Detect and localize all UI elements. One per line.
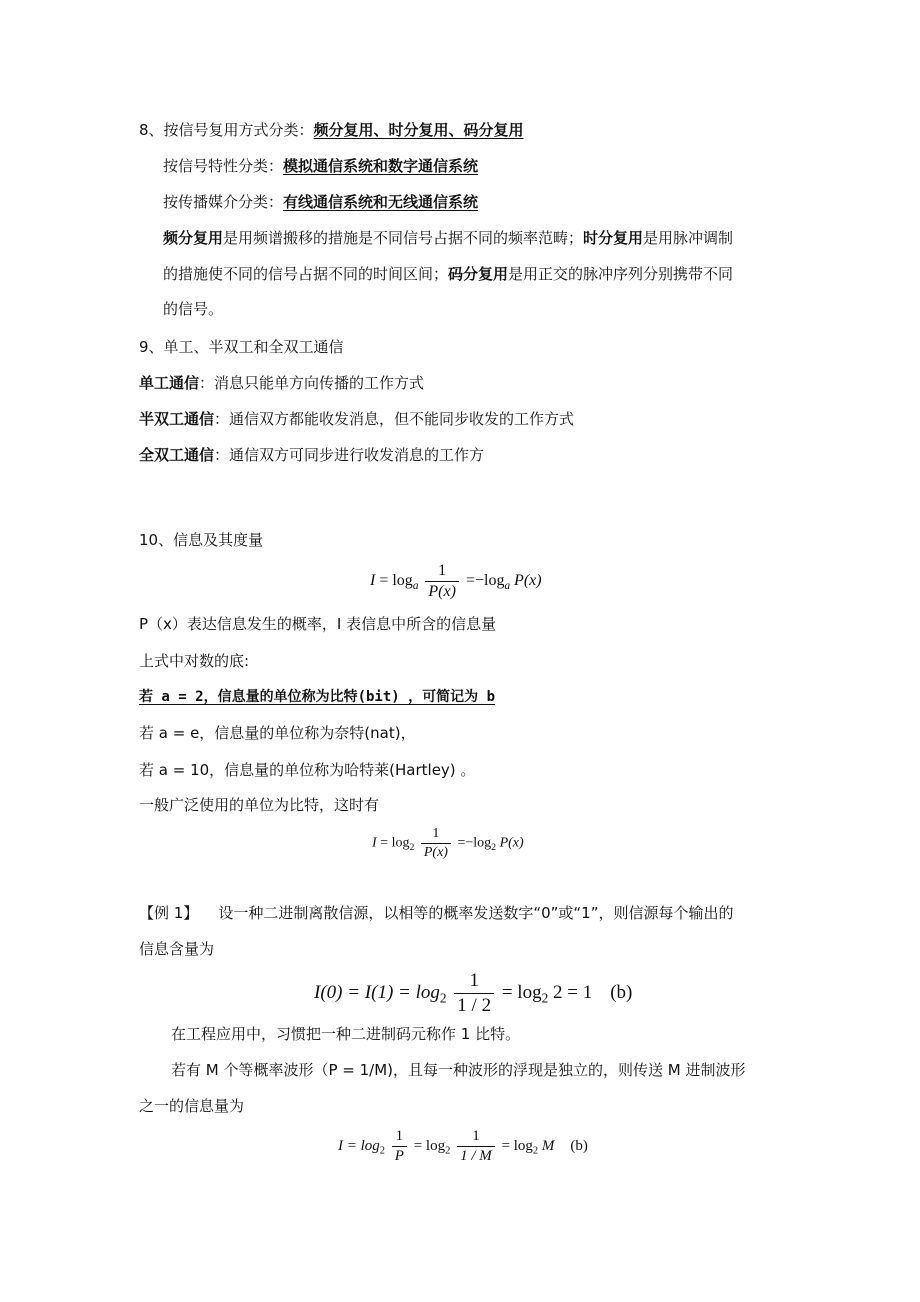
f2-minus: −: [465, 835, 474, 851]
section8-line3-value: 有线通信系统和无线通信系统: [283, 193, 479, 211]
section9-title: 9、单工、半双工和全双工通信: [139, 338, 344, 356]
unit-bit-line: 若 a = 2，信息量的单位称为比特(bit) ，可简记为 b: [139, 689, 496, 705]
cdm-desc: 是用正交的脉冲序列分别携带不同: [508, 265, 734, 283]
example1-line3: 在工程应用中，习惯把一种二进制码元称作 1 比特。: [171, 1025, 521, 1043]
half-duplex-line: [139, 409, 574, 429]
f2-eq2: =: [457, 835, 466, 851]
f4-fraction2: [457, 1128, 495, 1165]
f1-fraction: [425, 562, 459, 601]
section10-title: 10、信息及其度量: [139, 531, 264, 549]
f1-eq: =: [379, 572, 389, 590]
f3-lhs: I(0) = I(1) = log: [314, 981, 440, 1003]
section8-line2-label: 按信号特性分类：: [163, 157, 284, 175]
fdm-desc: 是用频谱搬移的措施是不同信号占据不同的频率范畴；: [223, 229, 584, 247]
section8-line1: [139, 120, 524, 140]
f4-num1: 1: [395, 1128, 404, 1144]
example1-line5: 之一的信息量为: [139, 1097, 245, 1115]
f3-base2: 2: [541, 990, 549, 1006]
multiplexing-paragraph-line1: [163, 228, 733, 248]
f4-base2: 2: [445, 1145, 451, 1157]
f4-num2: 1: [472, 1128, 480, 1144]
f2-lhs: I: [372, 835, 377, 851]
example1-line1: [139, 903, 734, 923]
example1-line4: 若有 M 个等概率波形（P = 1/M)，且每一种波形的浮现是独立的，则传送 M 进制波形: [171, 1061, 746, 1079]
f4-base: 2: [379, 1145, 386, 1157]
tdm-desc-end: 的措施使不同的信号占据不同的时间区间；: [163, 265, 449, 283]
term-cdm: 码分复用: [448, 265, 509, 283]
half-duplex-desc: ：通信双方都能收发消息，但不能同步收发的工作方式: [214, 410, 575, 428]
f4-eq: = log: [413, 1137, 446, 1154]
f1-eq2: =: [465, 572, 475, 590]
example1-text: 设一种二进制离散信源，以相等的概率发送数字“0”或“1”，则信源每个输出的: [218, 904, 734, 922]
f2-log: log: [391, 835, 410, 851]
formula-information-general: [370, 562, 542, 601]
f1-num: 1: [438, 562, 447, 579]
section8-line2-value: 模拟通信系统和数字通信系统: [283, 157, 479, 175]
f4-fraction1: [392, 1128, 407, 1165]
simplex-term: 单工通信: [139, 374, 200, 392]
f3-fraction: [454, 970, 494, 1017]
unit-hartley-line: 若 a = 10，信息量的单位称为哈特莱(Hartley) 。: [139, 761, 476, 779]
f3-base: 2: [439, 990, 447, 1006]
term-fdm: 频分复用: [163, 229, 224, 247]
f2-num: 1: [432, 826, 440, 841]
f2-rhs: P(x): [499, 835, 524, 851]
unit-nat-line: 若 a = e，信息量的单位称为奈特(nat)，: [139, 724, 416, 742]
tdm-desc-start: 是用脉冲调制: [643, 229, 734, 247]
f4-unit: (b): [570, 1137, 588, 1154]
f4-rhs: M: [541, 1137, 555, 1154]
f2-den: P(x): [423, 845, 448, 860]
multiplexing-paragraph-line3: 的信号。: [163, 300, 224, 318]
f2-base: 2: [409, 842, 415, 854]
f4-den2: 1 / M: [460, 1148, 492, 1164]
f1-base: a: [412, 580, 419, 593]
simplex-desc: ：消息只能单方向传播的工作方式: [199, 374, 425, 392]
multiplexing-paragraph-line2: [163, 264, 733, 284]
f1-minus: −: [474, 572, 484, 590]
full-duplex-desc: ：通信双方可同步进行收发消息的工作方: [214, 446, 485, 464]
f2-log2: log: [473, 835, 492, 851]
f1-log2: log: [484, 572, 505, 590]
simplex-line: [139, 373, 424, 393]
f4-base3: 2: [532, 1145, 539, 1157]
section8-line1-value: 频分复用、时分复用、码分复用: [313, 121, 524, 139]
f3-den: 1 / 2: [454, 993, 494, 1017]
f1-base2: a: [504, 580, 511, 593]
f4-den1: P: [394, 1148, 404, 1164]
f3-num: 1: [469, 970, 479, 991]
example1-label: 【例 1】: [139, 904, 199, 922]
full-duplex-line: [139, 445, 484, 465]
term-tdm: 时分复用: [583, 229, 644, 247]
f4-lhs: I = log: [338, 1137, 380, 1154]
log-base-intro: 上式中对数的底:: [139, 652, 250, 670]
section8-line3-label: 按传播媒介分类：: [163, 193, 284, 211]
example1-line2: 信息含量为: [139, 940, 215, 958]
f1-lhs: I: [370, 572, 376, 590]
f2-base2: 2: [491, 842, 497, 854]
f2-eq: =: [380, 835, 389, 851]
formula-m-ary: [338, 1128, 588, 1165]
section8-line3: [163, 192, 478, 212]
section8-line1-label: 8、按信号复用方式分类：: [139, 121, 314, 139]
half-duplex-term: 半双工通信: [139, 410, 215, 428]
common-unit-line: 一般广泛使用的单位为比特，这时有: [139, 796, 380, 814]
f3-rhs: 2 = 1: [552, 981, 593, 1003]
f4-eq2: = log: [501, 1137, 533, 1154]
section8-line2: [163, 156, 478, 176]
f2-fraction: [421, 826, 451, 861]
f1-den: P(x): [428, 583, 456, 600]
f3-mid: = log: [501, 981, 542, 1003]
formula-binary-source: [314, 970, 632, 1017]
f1-log: log: [392, 572, 413, 590]
f3-unit: (b): [610, 981, 633, 1003]
probability-description: P（x）表达信息发生的概率，I 表信息中所含的信息量: [139, 615, 497, 633]
full-duplex-term: 全双工通信: [139, 446, 215, 464]
formula-information-bit: [372, 826, 524, 861]
f1-rhs: P(x): [514, 572, 542, 590]
